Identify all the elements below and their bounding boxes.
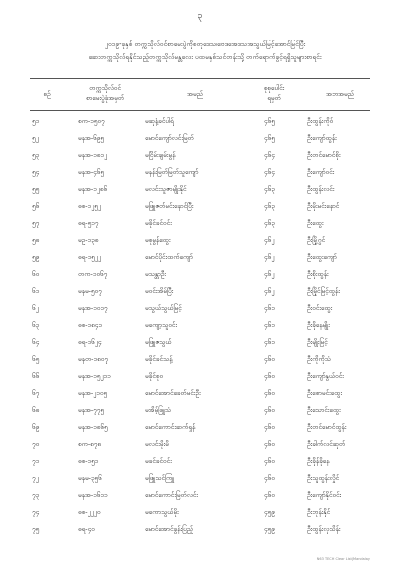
row-name: မခိုင်စုဝ: [145, 372, 163, 380]
row-reg-number: ဓရ-၅၁၇: [78, 219, 99, 227]
row-father-name: ဦးသူထွန်းလှိုင်: [307, 474, 339, 482]
table-row: [0, 453, 400, 470]
row-score: ၄၆၄: [264, 151, 275, 159]
row-number: ၆၀: [32, 270, 40, 278]
table-header: [0, 82, 400, 108]
row-name: မဖြူသင်ကြူ: [145, 474, 175, 482]
row-score: ၄၆၂: [264, 253, 275, 261]
table-row: [0, 368, 400, 385]
table-row: [0, 181, 400, 198]
row-father-name: ဦးကိုကိုသံ: [307, 355, 331, 363]
row-reg-number: မနတ-၁၈၀၇: [78, 355, 108, 363]
row-score: ၄၆၀: [264, 389, 275, 397]
row-reg-number: စက-၁၅၀၇: [78, 117, 105, 125]
row-father-name: ဦးထွန်းလှသိန်း: [307, 525, 341, 533]
table-row: [0, 470, 400, 487]
row-score: ၄၆၁: [264, 304, 275, 312]
table-row: [0, 266, 400, 283]
row-score: ၄၆၂: [264, 270, 275, 278]
row-number: ၅၅: [32, 185, 40, 193]
row-score: ၄၆၀: [264, 457, 275, 465]
footer-note: N63 TECH Clear List|Mandalay: [316, 557, 370, 561]
row-name: မကျော့သူဝင်း: [145, 321, 177, 329]
row-reg-number: ဓရ-၁၆၂၄: [78, 338, 102, 346]
row-father-name: ဦးမြို့ဂွင်: [307, 236, 326, 244]
row-number: ၆၆: [32, 372, 40, 380]
table-row: [0, 232, 400, 249]
header-no: စဉ်: [43, 90, 51, 98]
row-number: ၇၄: [32, 508, 40, 516]
row-reg-number: မဥ-၁၃၈: [78, 236, 99, 244]
row-name: မခိုင်ခင်ဝင်း: [145, 219, 172, 227]
row-score: ၄၆၀: [264, 372, 275, 380]
row-number: ၅၄: [32, 168, 40, 176]
row-score: ၄၅၉: [264, 525, 275, 533]
row-number: ၅၇: [32, 219, 40, 227]
table-row: [0, 283, 400, 300]
row-number: ၇၂: [32, 474, 39, 482]
row-number: ၅၃: [32, 151, 40, 159]
row-number: ၇၃: [32, 491, 40, 499]
row-score: ၄၆၃: [264, 219, 275, 227]
row-reg-number: မနအ-၆၉၅: [78, 134, 104, 142]
row-number: ၆၈: [32, 406, 40, 414]
row-father-name: ဦးမြိုင်မြင့်ထွန်း: [307, 287, 340, 295]
row-name: မောင်ကောင်းမြတ်လင်း: [145, 491, 198, 499]
row-score: ၄၆၀: [264, 474, 275, 482]
row-name: မောင်အောင်ခေတ်မင်းဦး: [145, 389, 201, 397]
row-name: မဖြူဇသွယ်: [145, 338, 172, 346]
row-reg-number: မနအ-၁၅၂၁၁: [78, 372, 111, 380]
table-row: [0, 521, 400, 538]
table-row: [0, 164, 400, 181]
row-number: ၆၂: [32, 304, 39, 312]
row-score: ၄၆၅: [264, 134, 275, 142]
row-father-name: ဦးစိုးထွန်း: [307, 270, 329, 278]
row-score: ၄၆၃: [264, 185, 275, 193]
row-reg-number: မနအ-၄၆၅: [78, 168, 104, 176]
row-reg-number: တက-၁၀၆၇: [78, 270, 108, 278]
intro-line-2: ဆေးတက္ကသိုလ်ရနိုင်သည့်တက္ကသိုလ်မန္တလေး ပထမနှစ်သင်တန်းသို့ တက်ရောက်ခွင့်ရရှိသူများစာရင်း: [88, 53, 322, 61]
row-name: မကောသွယ်မိုး: [145, 508, 179, 516]
row-number: ၆၁: [32, 287, 40, 295]
row-name: မောင်ကျော်လင်းမြတ်: [145, 134, 194, 142]
table-row: [0, 249, 400, 266]
table-row: [0, 198, 400, 215]
table-row: [0, 487, 400, 504]
row-number: ၅၉: [32, 253, 40, 261]
row-reg-number: ဓစ-၁၂၅၂: [78, 202, 101, 210]
row-score: ၄၆၀: [264, 355, 275, 363]
row-name: မနန်းမြတ်မြတ်သူကျော်: [145, 168, 199, 176]
row-number: ၆၃: [32, 321, 40, 329]
row-score: ၄၆၀: [264, 491, 275, 499]
row-reg-number: စက-၈၇၈: [78, 440, 102, 448]
row-number: ၇၁: [32, 457, 40, 465]
table-row: [0, 215, 400, 232]
header-reg-line1: တက္ကသိုလ်ဝင်: [89, 84, 121, 92]
row-father-name: ဦးတင်မောင်ထွန်း: [307, 423, 347, 431]
row-reg-number: မနမ-၃၅၆: [78, 474, 102, 482]
row-score: ၄၆၀: [264, 423, 275, 431]
row-father-name: ဦးထွန်းကိုဝ်: [307, 117, 334, 125]
row-score: ၄၆၀: [264, 440, 275, 448]
row-number: ၅၆: [32, 202, 40, 210]
row-father-name: ဦးစောမင်းထွေး: [307, 389, 342, 397]
row-score: ၄၅၉: [264, 508, 275, 516]
row-number: ၆၉: [32, 423, 40, 431]
row-father-name: ဦးမိုးမင်းနောင်: [307, 202, 340, 210]
table-row: [0, 402, 400, 419]
table-row: [0, 385, 400, 402]
table-row: [0, 436, 400, 453]
intro-line-1: ၂၀၁၉-ခုနှစ် တက္ကသိုလ်ဝင်စာမေးပွဲကိုစတုဒေသ၊ဗေဒအေဒသအသွယ်မြင့်အောင်မြင်ပြီး: [104, 40, 306, 48]
row-score: ၄၆၁: [264, 338, 275, 346]
row-father-name: ဦးကျော်နိုင်ဝင်း: [307, 491, 342, 499]
row-father-name: ဦးထွေးကျော်: [307, 253, 337, 261]
header-score-line1: စုစုပေါင်း: [263, 84, 285, 92]
row-name: မဖြူဇတ်မင်းနောင်ပြီး: [145, 202, 194, 210]
row-number: ၆၇: [32, 389, 40, 397]
row-reg-number: မနအ-၁၂၈၆: [78, 185, 108, 193]
row-reg-number: ဓစ-၁၅၁: [78, 457, 99, 465]
header-name: အမည်: [187, 90, 203, 98]
table-row: [0, 351, 400, 368]
row-number: ၅၁: [32, 117, 40, 125]
row-reg-number: မနမ-၅၀၇: [78, 287, 102, 295]
row-number: ၆၅: [32, 355, 40, 363]
row-father-name: ဦးကျော်နွယ်ဝင်း: [307, 372, 344, 380]
table-row: [0, 300, 400, 317]
table-row: [0, 334, 400, 351]
table-body: [0, 113, 400, 538]
row-score: ၄၆၂: [264, 236, 275, 244]
row-name: မဝင်းအိမ်ပြီး: [145, 287, 174, 295]
table-header-rule: [30, 110, 370, 111]
row-score: ၄၆၁: [264, 321, 275, 329]
row-number: ၇၀: [32, 440, 40, 448]
row-father-name: ဦးတင်မောင်စိုး: [307, 151, 341, 159]
row-father-name: ဦးသောင်းထွေး: [307, 406, 341, 414]
row-reg-number: မနအ-၇၇၅: [78, 406, 104, 414]
row-father-name: ဦးထွေး: [307, 219, 324, 227]
row-reg-number: ဓရ-၄၀: [78, 525, 95, 533]
row-name: မငြိမ်းချမ်းမွန်: [145, 151, 176, 159]
page-number: ၃: [197, 11, 203, 21]
row-number: ၅၂: [32, 134, 39, 142]
row-father-name: ဦးဝင်းထွေး: [307, 304, 333, 312]
row-name: မောင်အောင်ခွန်းပြည့်: [145, 525, 193, 533]
table-row: [0, 113, 400, 130]
row-name: မောင်ကောင်းဆက်ရှန်: [145, 423, 196, 431]
row-father-name: ဦးခါက်လင်ဆုတ်: [307, 440, 346, 448]
row-reg-number: မနအ-၁၀၁၇: [78, 304, 108, 312]
row-father-name: ဦးကျော်ဝင်း: [307, 168, 335, 176]
row-reg-number: ဓစ-၁၈၄၁: [78, 321, 102, 329]
row-reg-number: ဓစ-၂၂၂၀: [78, 508, 101, 516]
row-father-name: ဦးခိုနေမျိုး: [307, 321, 330, 329]
row-score: ၄၆၄: [264, 168, 275, 176]
row-name: မစုမွန်ထွေး: [145, 236, 171, 244]
header-reg-line2: စာမေးပွဲခုံအမှတ်: [86, 94, 124, 102]
row-father-name: ဦးကျော်ထွန်း: [307, 134, 337, 142]
row-name: မသန္တာဦး: [145, 270, 166, 278]
row-number: ၅၈: [32, 236, 40, 244]
row-score: ၄၆၀: [264, 406, 275, 414]
row-number: ၇၅: [32, 525, 40, 533]
row-name: မောင်ပိုင်းထက်ကျော်: [145, 253, 193, 261]
row-name: မဆုနံ့ခင်ပါရ်: [145, 117, 174, 125]
row-score: ၄၆၂: [264, 287, 275, 295]
header-father: အဘအမည်: [326, 90, 354, 98]
row-name: မခင်ခင်ဝင်း: [145, 457, 172, 465]
row-father-name: ဦးခိုန်ခိုနေ: [307, 457, 330, 465]
row-reg-number: မနအ-၁၆၁၁: [78, 491, 108, 499]
row-reg-number: မနအ-၂၁၀၅: [78, 389, 108, 397]
row-father-name: ဦးဘုန်းနိုင်: [307, 508, 331, 516]
table-row: [0, 317, 400, 334]
row-father-name: ဦးထွန်းလင်း: [307, 185, 335, 193]
table-row: [0, 504, 400, 521]
table-row: [0, 147, 400, 164]
row-name: မလင်းသူဇာမျိုးနိုင်: [145, 185, 187, 193]
table-top-rule: [30, 78, 370, 79]
row-reg-number: မနအ-၁၈၆၅: [78, 423, 108, 431]
row-score: ၄၆၅: [264, 117, 275, 125]
row-name: မအိမ့်ဖြူသံ: [145, 406, 171, 414]
row-name: မခိုင်ခင်သန့်: [145, 355, 173, 363]
table-row: [0, 419, 400, 436]
row-father-name: ဦးမျိုးမြင့်: [307, 338, 328, 346]
row-name: မလင်းမိုးမိ: [145, 440, 169, 448]
table-row: [0, 130, 400, 147]
row-number: ၆၄: [32, 338, 40, 346]
row-name: မသွယ်သွယ်မြင့်: [145, 304, 182, 312]
row-reg-number: ဓရ-၁၅၂၂: [78, 253, 102, 261]
row-score: ၄၆၃: [264, 202, 275, 210]
header-score-line2: ရမှတ်: [267, 94, 281, 102]
row-reg-number: မနအ-၁၈၁၂: [78, 151, 108, 159]
